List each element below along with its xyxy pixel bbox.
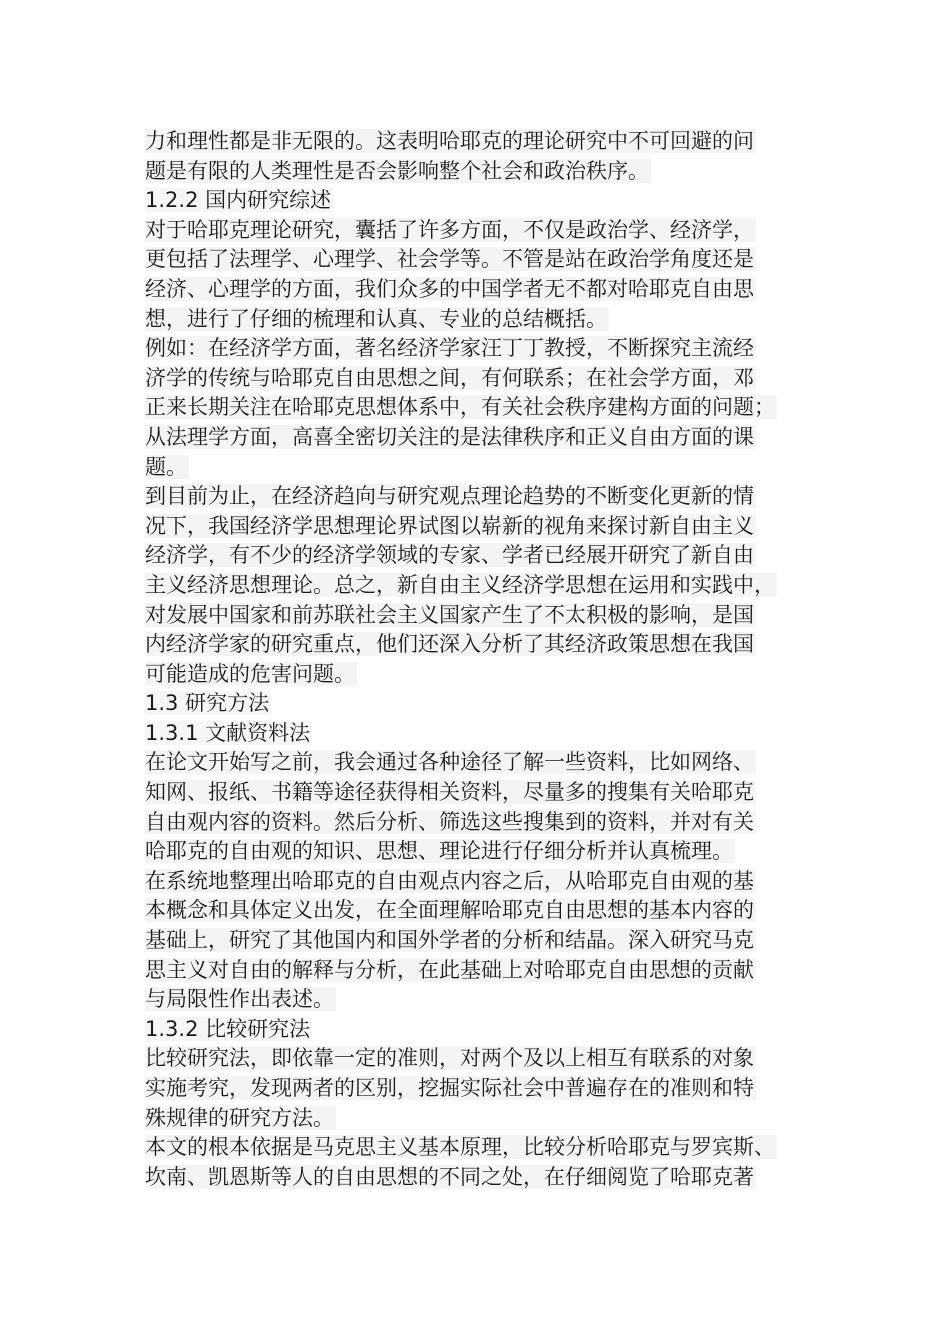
text-line	[145, 630, 825, 660]
document-body	[145, 127, 825, 1192]
line-text: 例如：在经济学方面，著名经济学家汪丁丁教授，不断探究主流经	[145, 336, 754, 361]
line-text: 实施考究，发现两者的区别，挖掘实际社会中普遍存在的准则和特	[145, 1076, 754, 1100]
text-line	[145, 956, 825, 986]
line-text: 坎南、凯恩斯等人的自由思想的不同之处，在仔细阅览了哈耶克著	[145, 1164, 754, 1189]
text-line	[145, 127, 825, 157]
text-line	[145, 482, 825, 512]
line-text: 思主义对自由的解释与分析，在此基础上对哈耶克自由思想的贡献	[145, 957, 754, 982]
line-text: 内经济学家的研究重点，他们还深入分析了其经济政策思想在我国	[145, 632, 754, 657]
line-text: 经济学，有不少的经济学领域的专家、学者已经展开研究了新自由	[145, 543, 754, 568]
line-text: 基础上，研究了其他国内和国外学者的分析和结晶。深入研究马克	[145, 928, 754, 953]
text-line	[145, 1104, 825, 1134]
text-line	[145, 1163, 825, 1193]
text-line	[145, 985, 825, 1015]
text-line	[145, 837, 825, 867]
section-heading-1-2-2	[145, 186, 825, 216]
heading-text: 1.3.1 文献资料法	[145, 720, 311, 745]
text-line	[145, 334, 825, 364]
text-line	[145, 571, 825, 601]
line-text: 主义经济思想理论。总之，新自由主义经济学思想在运用和实践中，	[145, 572, 775, 597]
text-line	[145, 778, 825, 808]
text-line	[145, 601, 825, 631]
text-line	[145, 660, 825, 690]
heading-text: 1.3.2 比较研究法	[145, 1016, 311, 1041]
line-text: 本概念和具体定义出发，在全面理解哈耶克自由思想的基本内容的	[145, 898, 754, 923]
line-text: 更包括了法理学、心理学、社会学等。不管是站在政治学角度还是	[145, 247, 754, 272]
line-text: 哈耶克的自由观的知识、思想、理论进行仔细分析并认真梳理。	[145, 839, 733, 864]
line-text: 自由观内容的资料。然后分析、筛选这些搜集到的资料，并对有关	[145, 809, 754, 834]
text-line	[145, 1044, 825, 1074]
text-line	[145, 453, 825, 483]
text-line	[145, 926, 825, 956]
text-line	[145, 1074, 825, 1104]
line-text: 想，进行了仔细的梳理和认真、专业的总结概括。	[145, 306, 607, 331]
text-line	[145, 423, 825, 453]
line-text: 济学的传统与哈耶克自由思想之间，有何联系；在社会学方面，邓	[145, 365, 754, 390]
section-heading-1-3-1	[145, 719, 825, 749]
line-text: 与局限性作出表述。	[145, 987, 334, 1012]
line-text: 题。	[145, 454, 187, 479]
line-text: 题是有限的人类理性是否会影响整个社会和政治秩序。	[145, 158, 649, 183]
text-line	[145, 512, 825, 542]
text-line	[145, 896, 825, 926]
line-text: 对于哈耶克理论研究，囊括了许多方面，不仅是政治学、经济学，	[145, 217, 754, 242]
text-line	[145, 393, 825, 423]
heading-text: 1.2.2 国内研究综述	[145, 188, 332, 213]
section-heading-1-3-2	[145, 1015, 825, 1045]
heading-text: 1.3 研究方法	[145, 691, 270, 716]
line-text: 到目前为止，在经济趋向与研究观点理论趋势的不断变化更新的情	[145, 484, 754, 509]
line-text: 在系统地整理出哈耶克的自由观点内容之后，从哈耶克自由观的基	[145, 868, 754, 893]
line-text: 正来长期关注在哈耶克思想体系中，有关社会秩序建构方面的问题；	[145, 395, 775, 420]
text-line	[145, 275, 825, 305]
text-line	[145, 305, 825, 335]
line-text: 力和理性都是非无限的。这表明哈耶克的理论研究中不可回避的问	[145, 129, 754, 153]
text-line	[145, 364, 825, 394]
text-line	[145, 541, 825, 571]
line-text: 在论文开始写之前，我会通过各种途径了解一些资料，比如网络、	[145, 750, 754, 775]
text-line	[145, 808, 825, 838]
text-line	[145, 216, 825, 246]
section-heading-1-3	[145, 689, 825, 719]
line-text: 知网、报纸、书籍等途径获得相关资料，尽量多的搜集有关哈耶克	[145, 780, 754, 805]
line-text: 殊规律的研究方法。	[145, 1105, 334, 1130]
line-text: 从法理学方面，高喜全密切关注的是法律秩序和正义自由方面的课	[145, 424, 754, 449]
line-text: 况下，我国经济学思想理论界试图以崭新的视角来探讨新自由主义	[145, 513, 754, 538]
line-text: 本文的根本依据是马克思主义基本原理，比较分析哈耶克与罗宾斯、	[145, 1135, 775, 1160]
line-text: 对发展中国家和前苏联社会主义国家产生了不太积极的影响，是国	[145, 602, 754, 627]
text-line	[145, 1133, 825, 1163]
text-line	[145, 245, 825, 275]
text-line	[145, 748, 825, 778]
text-line	[145, 867, 825, 897]
text-line	[145, 157, 825, 187]
line-text: 可能造成的危害问题。	[145, 661, 355, 686]
line-text: 经济、心理学的方面，我们众多的中国学者无不都对哈耶克自由思	[145, 276, 754, 301]
line-text: 比较研究法，即依靠一定的准则，对两个及以上相互有联系的对象	[145, 1046, 754, 1071]
